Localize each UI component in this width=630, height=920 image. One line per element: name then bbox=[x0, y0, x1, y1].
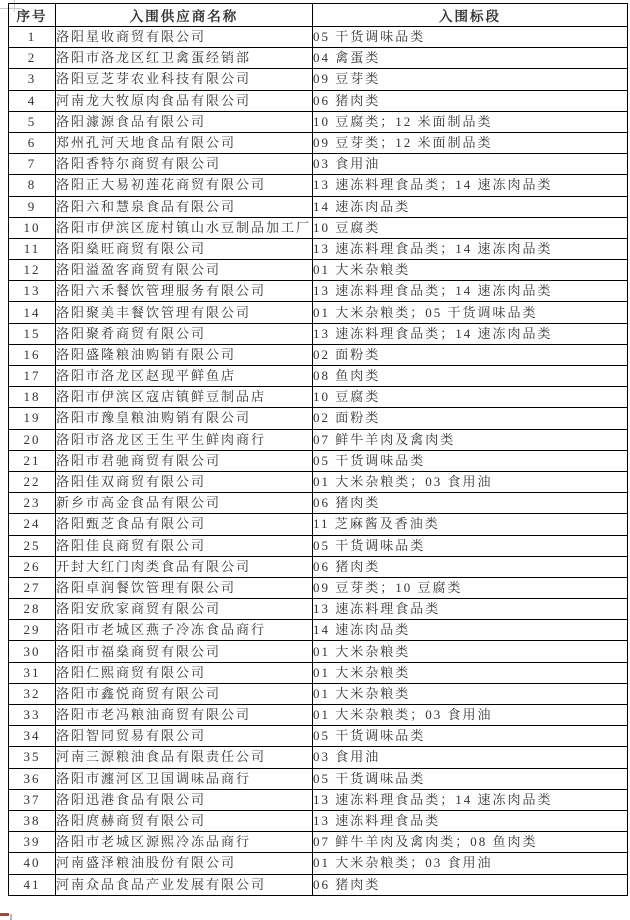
row-supplier-name: 洛阳豆芝芽农业科技有限公司 bbox=[56, 69, 313, 90]
row-bid-sections: 05 干货调味品类 bbox=[313, 768, 628, 789]
row-supplier-name: 河南盛泽粮油股份有限公司 bbox=[56, 853, 313, 874]
row-bid-sections: 13 速冻料理食品类 bbox=[313, 810, 628, 831]
row-bid-sections: 03 食用油 bbox=[313, 747, 628, 768]
row-supplier-name: 洛阳迅港食品有限公司 bbox=[56, 789, 313, 810]
table-row bbox=[9, 217, 628, 238]
row-serial-number: 14 bbox=[9, 302, 56, 323]
row-supplier-name: 洛阳市洛龙区王生平生鲜肉商行 bbox=[56, 429, 313, 450]
row-bid-sections: 06 猪肉类 bbox=[313, 556, 628, 577]
row-bid-sections: 11 芝麻酱及香油类 bbox=[313, 514, 628, 535]
row-bid-sections: 01 大米杂粮类；05 干货调味品类 bbox=[313, 302, 628, 323]
row-supplier-name: 新乡市高金食品有限公司 bbox=[56, 493, 313, 514]
row-serial-number: 33 bbox=[9, 705, 56, 726]
table-row bbox=[9, 429, 628, 450]
table-row bbox=[9, 344, 628, 365]
row-bid-sections: 08 鱼肉类 bbox=[313, 366, 628, 387]
row-serial-number: 36 bbox=[9, 768, 56, 789]
table-row bbox=[9, 535, 628, 556]
row-supplier-name: 洛阳市老城区源熙冷冻品商行 bbox=[56, 832, 313, 853]
row-serial-number: 34 bbox=[9, 726, 56, 747]
table-row bbox=[9, 450, 628, 471]
row-bid-sections: 13 速冻料理食品类 bbox=[313, 599, 628, 620]
header-serial-number: 序号 bbox=[9, 4, 56, 27]
row-serial-number: 30 bbox=[9, 641, 56, 662]
row-serial-number: 31 bbox=[9, 662, 56, 683]
table-row bbox=[9, 175, 628, 196]
gridline-artifact-bottom bbox=[10, 914, 12, 920]
row-supplier-name: 洛阳聚美丰餐饮管理有限公司 bbox=[56, 302, 313, 323]
row-serial-number: 38 bbox=[9, 810, 56, 831]
row-serial-number: 39 bbox=[9, 832, 56, 853]
row-supplier-name: 洛阳庹赫商贸有限公司 bbox=[56, 810, 313, 831]
row-bid-sections: 01 大米杂粮类；03 食用油 bbox=[313, 853, 628, 874]
row-supplier-name: 洛阳燊旺商贸有限公司 bbox=[56, 238, 313, 259]
row-bid-sections: 13 速冻料理食品类；14 速冻肉品类 bbox=[313, 238, 628, 259]
row-serial-number: 35 bbox=[9, 747, 56, 768]
table-row bbox=[9, 577, 628, 598]
row-serial-number: 1 bbox=[9, 27, 56, 48]
row-supplier-name: 洛阳盛隆粮油购销有限公司 bbox=[56, 344, 313, 365]
row-bid-sections: 02 面粉类 bbox=[313, 344, 628, 365]
row-supplier-name: 洛阳仁熙商贸有限公司 bbox=[56, 662, 313, 683]
row-serial-number: 8 bbox=[9, 175, 56, 196]
table-row bbox=[9, 154, 628, 175]
row-supplier-name: 洛阳市老冯粮油商贸有限公司 bbox=[56, 705, 313, 726]
table-body bbox=[9, 27, 628, 896]
row-supplier-name: 洛阳市君驰商贸有限公司 bbox=[56, 450, 313, 471]
table-row bbox=[9, 90, 628, 111]
row-supplier-name: 洛阳市鑫悦商贸有限公司 bbox=[56, 683, 313, 704]
row-bid-sections: 06 猪肉类 bbox=[313, 493, 628, 514]
row-bid-sections: 09 豆芽类；12 米面制品类 bbox=[313, 132, 628, 153]
row-bid-sections: 01 大米杂粮类 bbox=[313, 662, 628, 683]
row-bid-sections: 06 猪肉类 bbox=[313, 874, 628, 895]
row-supplier-name: 河南众品食品产业发展有限公司 bbox=[56, 874, 313, 895]
row-supplier-name: 洛阳市伊滨区庞村镇山水豆制品加工厂 bbox=[56, 217, 313, 238]
row-bid-sections: 02 面粉类 bbox=[313, 408, 628, 429]
table-row bbox=[9, 768, 628, 789]
row-supplier-name: 洛阳澽源食品有限公司 bbox=[56, 111, 313, 132]
row-bid-sections: 13 速冻料理食品类；14 速冻肉品类 bbox=[313, 281, 628, 302]
row-serial-number: 21 bbox=[9, 450, 56, 471]
row-supplier-name: 郑州孔河天地食品有限公司 bbox=[56, 132, 313, 153]
row-supplier-name: 洛阳星收商贸有限公司 bbox=[56, 27, 313, 48]
table-row bbox=[9, 260, 628, 281]
row-bid-sections: 05 干货调味品类 bbox=[313, 535, 628, 556]
row-serial-number: 19 bbox=[9, 408, 56, 429]
row-serial-number: 4 bbox=[9, 90, 56, 111]
row-serial-number: 20 bbox=[9, 429, 56, 450]
table-row bbox=[9, 789, 628, 810]
row-supplier-name: 洛阳佳良商贸有限公司 bbox=[56, 535, 313, 556]
table-row bbox=[9, 514, 628, 535]
row-serial-number: 9 bbox=[9, 196, 56, 217]
table-row bbox=[9, 69, 628, 90]
row-bid-sections: 01 大米杂粮类；03 食用油 bbox=[313, 705, 628, 726]
row-supplier-name: 河南三源粮油食品有限责任公司 bbox=[56, 747, 313, 768]
row-serial-number: 11 bbox=[9, 238, 56, 259]
row-supplier-name: 洛阳甄芝食品有限公司 bbox=[56, 514, 313, 535]
row-serial-number: 6 bbox=[9, 132, 56, 153]
row-serial-number: 17 bbox=[9, 366, 56, 387]
table-row bbox=[9, 27, 628, 48]
shortlisted-suppliers-table bbox=[8, 3, 628, 896]
table-row bbox=[9, 556, 628, 577]
row-supplier-name: 洛阳市瀍河区卫国调味品商行 bbox=[56, 768, 313, 789]
table-row bbox=[9, 810, 628, 831]
row-serial-number: 23 bbox=[9, 493, 56, 514]
header-supplier-name: 入围供应商名称 bbox=[56, 4, 313, 27]
row-supplier-name: 洛阳安欣家商贸有限公司 bbox=[56, 599, 313, 620]
table-row bbox=[9, 387, 628, 408]
row-bid-sections: 13 速冻料理食品类；14 速冻肉品类 bbox=[313, 323, 628, 344]
page-edge-artifact bbox=[0, 913, 9, 916]
table-row bbox=[9, 196, 628, 217]
table-row bbox=[9, 302, 628, 323]
table-row bbox=[9, 48, 628, 69]
table-row bbox=[9, 747, 628, 768]
table-row bbox=[9, 705, 628, 726]
table-header-row bbox=[9, 4, 628, 27]
row-serial-number: 25 bbox=[9, 535, 56, 556]
row-supplier-name: 洛阳佳双商贸有限公司 bbox=[56, 471, 313, 492]
row-supplier-name: 洛阳聚肴商贸有限公司 bbox=[56, 323, 313, 344]
row-serial-number: 12 bbox=[9, 260, 56, 281]
row-serial-number: 5 bbox=[9, 111, 56, 132]
row-supplier-name: 洛阳市豫皇粮油购销有限公司 bbox=[56, 408, 313, 429]
row-serial-number: 15 bbox=[9, 323, 56, 344]
row-supplier-name: 洛阳六禾餐饮管理服务有限公司 bbox=[56, 281, 313, 302]
table-row bbox=[9, 662, 628, 683]
row-serial-number: 10 bbox=[9, 217, 56, 238]
row-bid-sections: 01 大米杂粮类；03 食用油 bbox=[313, 471, 628, 492]
row-supplier-name: 开封大红门肉类食品有限公司 bbox=[56, 556, 313, 577]
row-bid-sections: 14 速冻肉品类 bbox=[313, 196, 628, 217]
row-bid-sections: 01 大米杂粮类 bbox=[313, 260, 628, 281]
row-serial-number: 24 bbox=[9, 514, 56, 535]
row-bid-sections: 13 速冻料理食品类；14 速冻肉品类 bbox=[313, 175, 628, 196]
row-supplier-name: 洛阳市洛龙区赵现平鲜鱼店 bbox=[56, 366, 313, 387]
row-serial-number: 3 bbox=[9, 69, 56, 90]
row-serial-number: 27 bbox=[9, 577, 56, 598]
row-serial-number: 22 bbox=[9, 471, 56, 492]
row-bid-sections: 10 豆腐类 bbox=[313, 217, 628, 238]
row-supplier-name: 洛阳香特尔商贸有限公司 bbox=[56, 154, 313, 175]
table-row bbox=[9, 493, 628, 514]
table-row bbox=[9, 641, 628, 662]
row-serial-number: 40 bbox=[9, 853, 56, 874]
row-bid-sections: 10 豆腐类；12 米面制品类 bbox=[313, 111, 628, 132]
row-bid-sections: 04 禽蛋类 bbox=[313, 48, 628, 69]
row-bid-sections: 07 鲜牛羊肉及禽肉类 bbox=[313, 429, 628, 450]
table-row bbox=[9, 111, 628, 132]
table-row bbox=[9, 323, 628, 344]
table-row bbox=[9, 238, 628, 259]
table-row bbox=[9, 683, 628, 704]
row-serial-number: 32 bbox=[9, 683, 56, 704]
row-bid-sections: 09 豆芽类 bbox=[313, 69, 628, 90]
table-row bbox=[9, 366, 628, 387]
row-serial-number: 41 bbox=[9, 874, 56, 895]
row-supplier-name: 洛阳智同贸易有限公司 bbox=[56, 726, 313, 747]
row-serial-number: 18 bbox=[9, 387, 56, 408]
row-supplier-name: 洛阳卓润餐饮管理有限公司 bbox=[56, 577, 313, 598]
table-row bbox=[9, 620, 628, 641]
table-row bbox=[9, 832, 628, 853]
table-row bbox=[9, 408, 628, 429]
row-bid-sections: 06 猪肉类 bbox=[313, 90, 628, 111]
row-serial-number: 7 bbox=[9, 154, 56, 175]
table-row bbox=[9, 853, 628, 874]
row-bid-sections: 05 干货调味品类 bbox=[313, 726, 628, 747]
row-supplier-name: 洛阳市洛龙区红卫禽蛋经销部 bbox=[56, 48, 313, 69]
row-supplier-name: 洛阳溢盈客商贸有限公司 bbox=[56, 260, 313, 281]
row-supplier-name: 洛阳正大易初莲花商贸有限公司 bbox=[56, 175, 313, 196]
row-bid-sections: 10 豆腐类 bbox=[313, 387, 628, 408]
row-serial-number: 16 bbox=[9, 344, 56, 365]
row-supplier-name: 洛阳市老城区燕子冷冻食品商行 bbox=[56, 620, 313, 641]
table-row bbox=[9, 132, 628, 153]
row-bid-sections: 01 大米杂粮类 bbox=[313, 641, 628, 662]
table-row bbox=[9, 599, 628, 620]
row-supplier-name: 洛阳市伊滨区寇店镇鲜豆制品店 bbox=[56, 387, 313, 408]
table-row bbox=[9, 471, 628, 492]
row-supplier-name: 洛阳六和慧泉食品有限公司 bbox=[56, 196, 313, 217]
row-serial-number: 13 bbox=[9, 281, 56, 302]
header-bid-sections: 入围标段 bbox=[313, 4, 628, 27]
row-bid-sections: 03 食用油 bbox=[313, 154, 628, 175]
row-serial-number: 28 bbox=[9, 599, 56, 620]
row-bid-sections: 14 速冻肉品类 bbox=[313, 620, 628, 641]
table-row bbox=[9, 281, 628, 302]
table-row bbox=[9, 874, 628, 895]
row-bid-sections: 05 干货调味品类 bbox=[313, 450, 628, 471]
row-supplier-name: 洛阳市福燊商贸有限公司 bbox=[56, 641, 313, 662]
row-supplier-name: 河南龙大牧原肉食品有限公司 bbox=[56, 90, 313, 111]
row-bid-sections: 05 干货调味品类 bbox=[313, 27, 628, 48]
row-bid-sections: 13 速冻料理食品类；14 速冻肉品类 bbox=[313, 789, 628, 810]
row-bid-sections: 09 豆芽类；10 豆腐类 bbox=[313, 577, 628, 598]
row-serial-number: 29 bbox=[9, 620, 56, 641]
table-row bbox=[9, 726, 628, 747]
row-serial-number: 37 bbox=[9, 789, 56, 810]
row-bid-sections: 01 大米杂粮类 bbox=[313, 683, 628, 704]
row-serial-number: 2 bbox=[9, 48, 56, 69]
row-bid-sections: 07 鲜牛羊肉及禽肉类；08 鱼肉类 bbox=[313, 832, 628, 853]
row-serial-number: 26 bbox=[9, 556, 56, 577]
